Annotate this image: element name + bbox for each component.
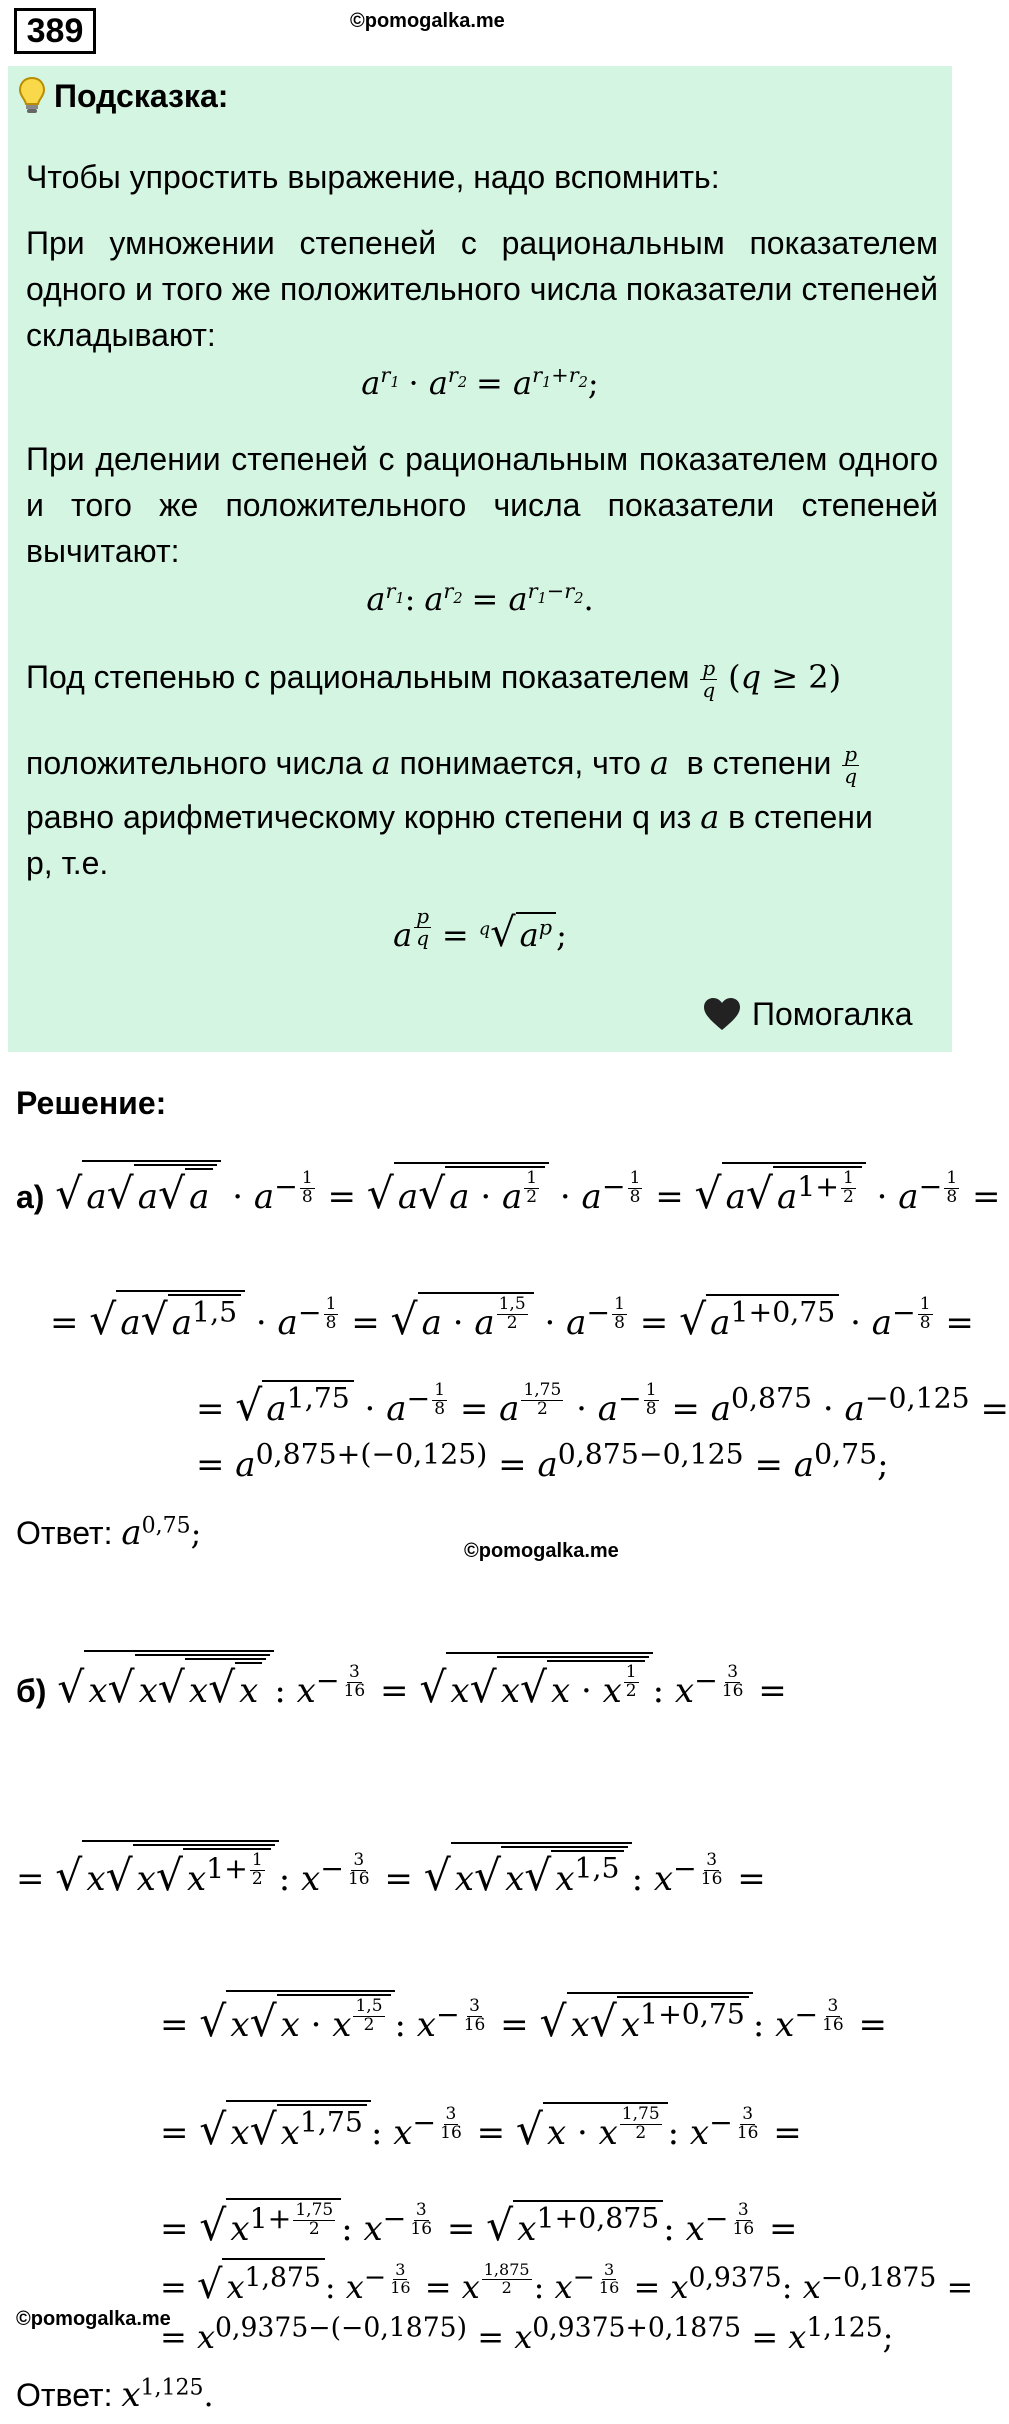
part-b-line-4: = √ x√ $x^{1,75}$ : $x^{- \frac{3}{16}}$ = √ x · x $^{\frac{1,75}{2}}$ : $x^{- \frac{3}{16}}$ = — [160, 2100, 802, 2158]
watermark-bottom: ©pomogalka.me — [16, 2308, 171, 2330]
brand — [702, 991, 913, 1037]
watermark-top: ©pomogalka.me — [350, 10, 505, 32]
hint-power-def-4: p, т.е. — [26, 845, 109, 881]
hint-intro: Чтобы упростить выражение, надо вспомнить: — [26, 159, 720, 195]
part-b-line-7: = $x^{0,9375-(-0,1875)} = x^{0,9375+0,1875} = x^{1,125}$; — [160, 2312, 894, 2356]
task-number: 389 — [14, 8, 96, 54]
answer-a: Ответ: $a^{0,75}$; — [16, 1513, 202, 1553]
formula-div: $a^{r_1}$: $a^{r_2} = a^{r_1-r_2}$. — [366, 579, 594, 618]
part-b-line-2: = √ x√ x√ $x^{1+ \frac{1}{2}}$ : $x^{- \frac{3}{16}}$ = √ x√ x√ $x^{1,5}$ : $x^{- \frac{3}{16}}$ = — [16, 1840, 766, 1904]
part-b-line-5: = √ $x^{1+ \frac{1,75}{2}}$ : $x^{- \frac{3}{16}}$ = √ $x^{1+0,875}$ : $x^{- \frac{3}{16}}$ = — [160, 2198, 797, 2254]
part-a-label: а) — [16, 1179, 45, 1215]
heart-icon — [702, 996, 742, 1032]
hint-div-rule: При делении степеней с рациональным показателем одного и того же положительного числа показатели степеней вычитают: — [26, 441, 938, 569]
hint-power-def-2: положительного числа a понимается, что a в степени $\frac{p}{q}$ — [26, 742, 858, 789]
hint-power-def-3: равно арифметическому корню степени q из a в степени — [26, 798, 873, 836]
hint-box — [8, 66, 952, 1052]
part-b-label: б) — [16, 1673, 47, 1709]
watermark-middle: ©pomogalka.me — [464, 1540, 619, 1562]
hint-mult-rule: При умножении степеней с рациональным показателем одного и того же положительного числа показатели степеней складывают: — [26, 225, 938, 353]
part-b-line-6: = √ $x^{1,875}$ : $x^{- \frac{3}{16}}$ = x $^{\frac{1,875}{2}}$ : $x^{- \frac{3}{16}}$ = $x^{0,9375}$: $x^{-0,1875}$ = — [160, 2258, 973, 2312]
solution-title: Решение: — [16, 1085, 167, 1121]
lightbulb-icon — [18, 76, 46, 116]
brand-name: Помогалка — [752, 996, 913, 1032]
hint-title: Подсказка: — [54, 78, 229, 114]
part-b-line-1: б) √ x√ x√ x√ x : $x^{- \frac{3}{16}}$ = √ x√ x√ x · x $^{\frac{1}{2}}$ : $x^{- \frac{3}{16}}$ = — [16, 1650, 787, 1716]
hint-header — [18, 76, 228, 116]
answer-b: Ответ: $x^{1,125}$. — [16, 2375, 214, 2415]
formula-mult: $a^{r_1} \cdot a^{r_2} = a^{r_1+r_2}$; — [361, 363, 599, 402]
part-b-line-3: = √ x√ x · x $^{\frac{1,5}{2}}$ : $x^{- \frac{3}{16}}$ = √ x√ $x^{1+0,75}$ : $x^{- \frac{3}{16}}$ = — [160, 1990, 887, 2050]
part-a-line-3: = √ $a^{1,75} \cdot a^{- \frac{1}{8}}$ = a $^{\frac{1,75}{2}}$ · $a^{- \frac{1}{8}}$ = $a^{0,875} \cdot a^{-0,125}$ = — [196, 1380, 1009, 1434]
part-a-line-2: = √ a√ $a^{1,5} \cdot a^{- \frac{1}{8}}$ = √ a · a $^{\frac{1,5}{2}}$ · $a^{- \frac{1}{8}}$ = √ $a^{1+0,75} \cdot a^{- \frac{1}{8}}$ = — [50, 1290, 974, 1348]
formula-root: a $^{\frac{p}{q}}$ = $^q$√ $a^p$ ; — [393, 904, 567, 957]
hint-power-def-1: Под степенью с рациональным показателем $\frac{p}{q}$ (q ≥ 2) — [26, 656, 842, 703]
part-a-line-4: = $a^{0,875+(-0,125)} = a^{0,875-0,125} = a^{0,75}$; — [196, 1437, 889, 1485]
part-a-line-1: а) √ a√ a√ $a \cdot a^{- \frac{1}{8}}$ = √ a√ a · a $^{\frac{1}{2}}$ · $a^{- \frac{1}{8}}$ = √ a√ $a^{1+ \frac{1}{2}}$ · $a^{- \frac{1}{8}}$ = — [16, 1160, 1000, 1222]
